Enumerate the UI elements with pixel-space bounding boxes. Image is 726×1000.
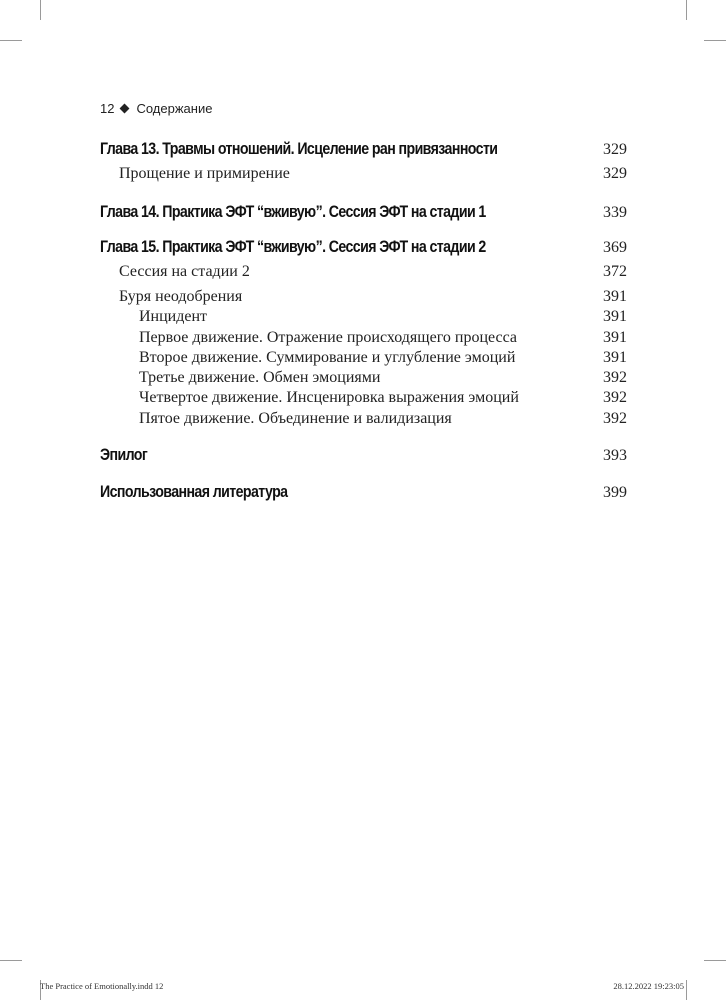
toc-entry-page: 329	[603, 165, 627, 182]
toc-entry	[100, 165, 627, 183]
toc-entry	[100, 288, 627, 306]
toc-entry-title: Глава 13. Травмы отношений. Исцеление ран привязанности	[100, 140, 498, 158]
toc-chapter-entry	[100, 483, 627, 502]
toc-entry	[100, 369, 627, 387]
toc-entry-page: 392	[603, 410, 627, 427]
toc-entry-title: Инцидент	[139, 308, 208, 325]
crop-mark	[686, 0, 687, 20]
toc-entry-page: 391	[603, 349, 627, 366]
toc-entry-title: Пятое движение. Объединение и валидизация	[139, 410, 452, 427]
toc-entry	[100, 410, 627, 428]
toc-entry-title: Глава 14. Практика ЭФТ “вживую”. Сессия ЭФТ на стадии 1	[100, 203, 486, 221]
toc-entry-title: Второе движение. Суммирование и углубление эмоций	[139, 349, 516, 366]
toc-entry-page: 391	[603, 308, 627, 325]
toc-entry-page: 391	[603, 329, 627, 346]
toc-entry-title: Сессия на стадии 2	[119, 263, 250, 280]
toc-entry-page: 392	[603, 389, 627, 406]
toc-entry-title: Буря неодобрения	[119, 288, 243, 305]
toc-chapter-entry	[100, 446, 627, 465]
toc-entry-page: 392	[603, 369, 627, 386]
toc-entry-title: Четвертое движение. Инсценировка выражения эмоций	[139, 389, 519, 406]
crop-mark	[704, 960, 726, 961]
toc-chapter-entry	[100, 203, 627, 222]
toc-entry-page: 399	[603, 484, 627, 501]
crop-mark	[40, 0, 41, 20]
toc-entry-page: 339	[603, 204, 627, 221]
toc-entry-title: Первое движение. Отражение происходящего процесса	[139, 329, 517, 346]
crop-mark	[0, 960, 22, 961]
toc-entry-title: Использованная литература	[100, 483, 288, 501]
crop-mark	[0, 40, 22, 41]
toc-entry-page: 393	[603, 447, 627, 464]
crop-mark	[686, 980, 687, 1000]
toc-chapter-entry	[100, 238, 627, 257]
toc-entry	[100, 263, 627, 281]
page-number: 12	[100, 101, 115, 116]
toc-chapter-entry	[100, 140, 627, 159]
toc-entry-title: Третье движение. Обмен эмоциями	[139, 369, 381, 386]
table-of-contents	[100, 0, 627, 1000]
toc-entry	[100, 349, 627, 367]
toc-entry	[100, 308, 627, 326]
toc-entry-title: Эпилог	[100, 446, 148, 464]
toc-entry-page: 369	[603, 239, 627, 256]
footer-timestamp: 28.12.2022 19:23:05	[613, 981, 684, 991]
toc-entry-title: Прощение и примирение	[119, 165, 290, 182]
toc-entry-page: 372	[603, 263, 627, 280]
section-title: Содержание	[136, 101, 213, 116]
toc-entry	[100, 389, 627, 407]
toc-entry	[100, 329, 627, 347]
toc-entry-title: Глава 15. Практика ЭФТ “вживую”. Сессия ЭФТ на стадии 2	[100, 238, 486, 256]
footer-file: The Practice of Emotionally.indd 12	[40, 981, 164, 991]
crop-mark	[704, 40, 726, 41]
print-footer	[40, 981, 684, 991]
toc-entry-page: 391	[603, 288, 627, 305]
toc-entry-page: 329	[603, 141, 627, 158]
